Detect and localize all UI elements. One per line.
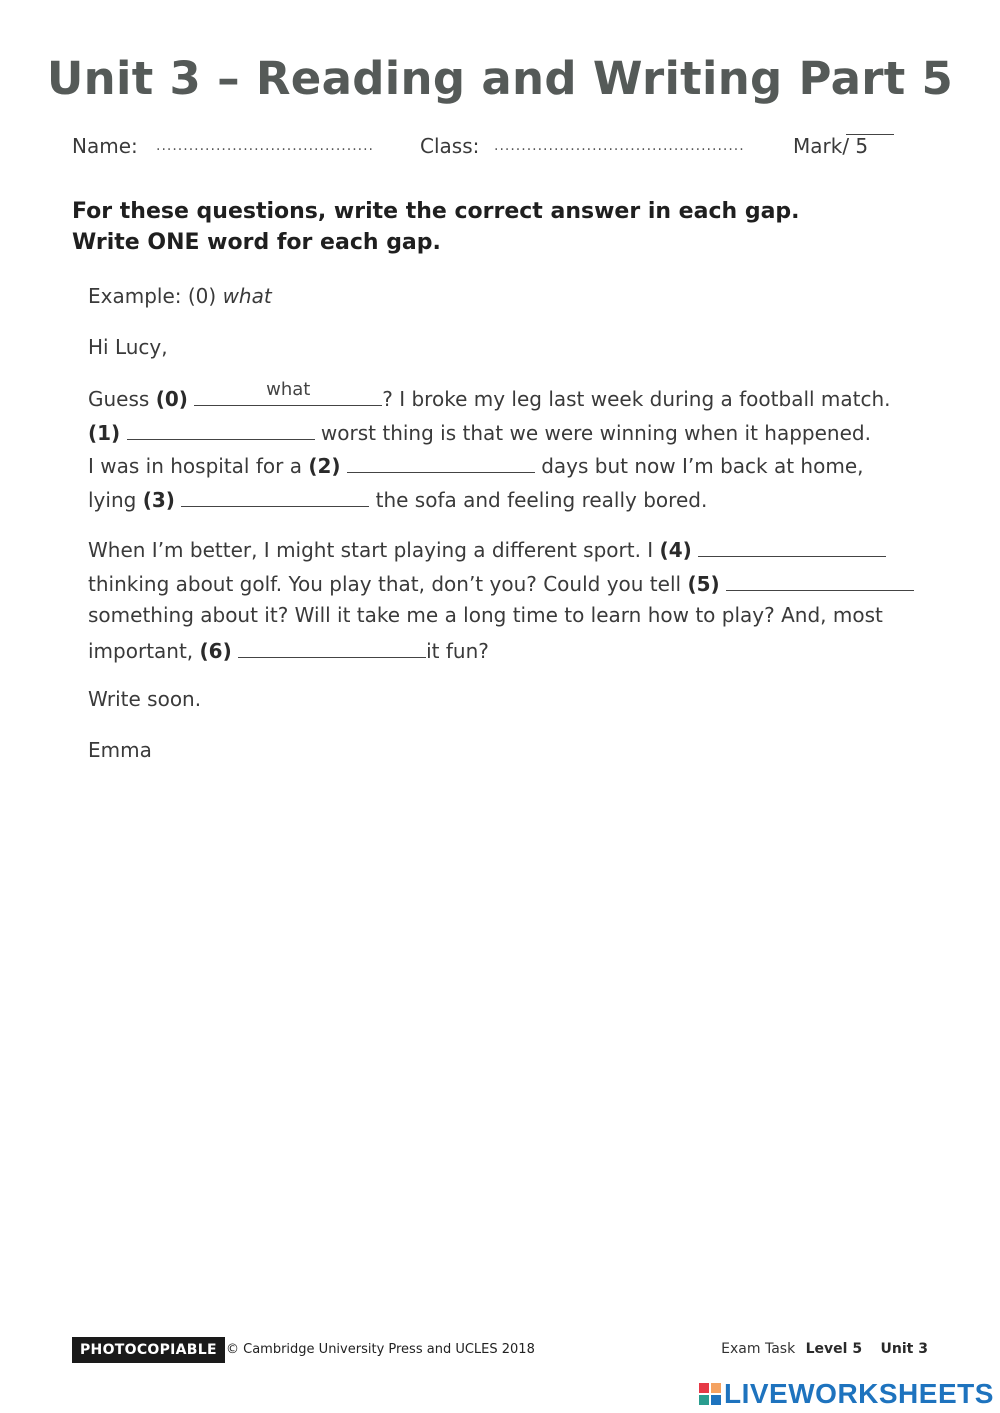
exam-task-label: Exam Task [721,1341,796,1357]
letter-paragraph-1 [88,379,908,525]
text-fragment: something about it? Will it take me a long time to learn how to play? And, most [88,603,883,627]
letter-signature: Emma [88,738,152,762]
mark-label: Mark [793,134,843,158]
text-fragment: important, [88,639,200,663]
text-fragment: days but now I’m back at home, [534,454,864,478]
class-field[interactable]: .............................................. [494,138,745,154]
gap-1-input[interactable] [127,419,315,440]
mark-total: / 5 [842,134,869,158]
gap-2-input[interactable] [347,452,535,473]
example-line [88,284,908,308]
text-fragment: it fun? [426,639,489,663]
text-fragment: Guess [88,387,156,411]
gap-number-1: (1) [88,421,121,445]
gap-number-3: (3) [142,488,175,512]
page-footer [72,1337,928,1365]
unit-label: Unit 3 [880,1341,928,1357]
example-prefix: Example: (0) [88,284,223,308]
name-label: Name: [72,134,138,158]
copyright-text: © Cambridge University Press and UCLES 2018 [226,1342,535,1357]
gap-5-input[interactable] [726,570,914,591]
text-fragment: the sofa and feeling really bored. [369,488,708,512]
letter-closing: Write soon. [88,687,202,711]
page-title: Unit 3 – Reading and Writing Part 5 [46,52,954,105]
text-fragment: When I’m better, I might start playing a different sport. I [88,538,660,562]
gap-number-6: (6) [199,639,232,663]
mark-field[interactable] [846,134,894,135]
gap-0-answer: what [266,379,311,400]
example-answer: what [222,284,272,308]
exam-task-info [721,1341,928,1357]
instruction-line-1: For these questions, write the correct answer in each gap. [72,199,800,224]
instructions [72,196,800,258]
text-fragment: worst thing is that we were winning when it happened. [314,421,871,445]
text-fragment: thinking about golf. You play that, don’t you? Could you tell [88,572,688,596]
text-fragment: ? I broke my leg last week during a football match. [382,387,891,411]
gap-number-0: (0) [155,387,188,411]
text-fragment: lying [88,488,143,512]
gap-number-5: (5) [687,572,720,596]
level-label: Level 5 [805,1341,863,1357]
gap-6-input[interactable] [238,637,426,658]
gap-4-input[interactable] [698,536,886,557]
gap-number-2: (2) [308,454,341,478]
gap-0-example [194,379,382,406]
watermark-text: LIVEWORKSHEETS [724,1378,994,1409]
gap-number-4: (4) [659,538,692,562]
letter-greeting: Hi Lucy, [88,335,168,359]
text-fragment: I was in hospital for a [88,454,309,478]
photocopiable-badge: PHOTOCOPIABLE [72,1337,225,1363]
instruction-line-2: Write ONE word for each gap. [72,230,441,255]
student-info-row [72,134,927,164]
mark-group [793,134,868,158]
class-label: Class: [420,134,480,158]
liveworksheets-watermark [698,1378,994,1408]
liveworksheets-logo-icon [698,1382,722,1406]
name-field[interactable]: ........................................ [156,138,375,154]
gap-3-input[interactable] [181,486,369,507]
letter-paragraph-2 [88,536,908,676]
